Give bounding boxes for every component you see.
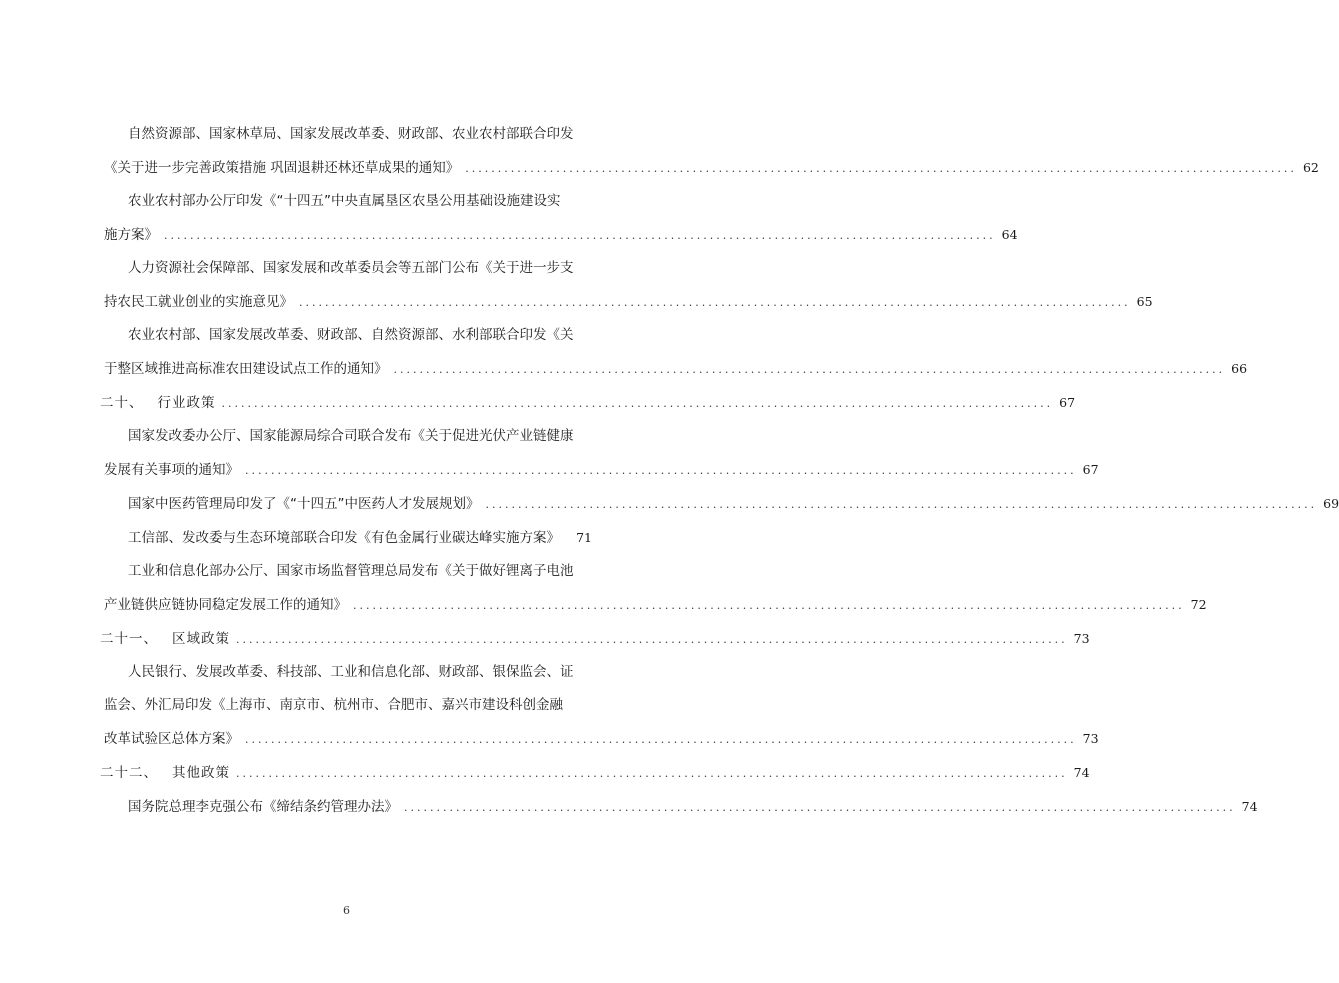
toc-text: 国家中医药管理局印发了《“十四五”中医药人才发展规划》	[128, 496, 480, 512]
toc-page: 73	[1073, 631, 1090, 646]
section-number: 二十一、	[100, 631, 158, 647]
toc-line: 人民银行、发展改革委、科技部、工业和信息化部、财政部、银保监会、证	[128, 664, 574, 680]
toc-line	[104, 722, 1099, 756]
toc-entry[interactable]	[104, 555, 1207, 622]
toc-entry[interactable]	[104, 790, 1258, 824]
toc-entry[interactable]	[100, 386, 1076, 420]
toc-text: 持农民工就业创业的实施意见》	[104, 294, 293, 310]
section-title: 行业政策	[157, 395, 216, 411]
toc-entry[interactable]	[104, 185, 1018, 252]
section-number: 二十二、	[100, 765, 158, 781]
leader-dots: ................................................................................................................................	[236, 633, 1068, 646]
leader-dots: ................................................................................................................................	[245, 733, 1077, 746]
toc-line: 农业农村部办公厅印发《“十四五”中央直属垦区农垦公用基础设施建设实	[128, 193, 561, 209]
toc-line: 工业和信息化部办公厅、国家市场监督管理总局发布《关于做好锂离子电池	[128, 563, 574, 579]
toc-entry[interactable]	[104, 319, 1248, 386]
toc-line	[104, 790, 1258, 824]
toc-line: 国家发改委办公厅、国家能源局综合司联合发布《关于促进光伏产业链健康	[128, 428, 574, 444]
leader-dots: ................................................................................................................................	[236, 767, 1068, 780]
leader-dots: ................................................................................................................................	[485, 498, 1318, 511]
toc-page: 67	[1082, 462, 1099, 477]
toc-page: 74	[1073, 765, 1090, 780]
toc-entry[interactable]	[100, 622, 1090, 656]
toc-line: 监会、外汇局印发《上海市、南京市、杭州市、合肥市、嘉兴市建设科创金融	[104, 697, 563, 713]
toc-line: 农业农村部、国家发展改革委、财政部、自然资源部、水利部联合印发《关	[128, 327, 574, 343]
toc-line	[100, 756, 1090, 790]
leader-dots: ................................................................................................................................	[164, 229, 996, 242]
toc-text: 《关于进一步完善政策措施 巩固退耕还林还草成果的通知》	[104, 160, 460, 176]
toc-line	[104, 352, 1248, 386]
leader-dots: ................................................................................................................................	[404, 801, 1236, 814]
toc-page: 64	[1001, 227, 1018, 242]
leader-dots: ................................................................................................................................	[245, 464, 1077, 477]
toc-text: 产业链供应链协同稳定发展工作的通知》	[104, 597, 347, 613]
section-title: 其他政策	[172, 765, 230, 781]
toc-line	[104, 588, 1207, 622]
section-number: 二十、	[100, 395, 144, 411]
toc-page: 72	[1190, 597, 1207, 612]
toc-entry[interactable]	[104, 656, 1099, 756]
toc-line	[104, 487, 1339, 521]
toc-page: 66	[1231, 361, 1248, 376]
toc-line	[104, 521, 620, 555]
toc-entry[interactable]	[104, 118, 1319, 185]
toc-line: 自然资源部、国家林草局、国家发展改革委、财政部、农业农村部联合印发	[128, 126, 574, 142]
toc-entry[interactable]	[104, 252, 1153, 319]
toc-page: 67	[1059, 395, 1076, 410]
toc-text: 改革试验区总体方案》	[104, 731, 239, 747]
page-number: 6	[343, 904, 350, 917]
toc-line	[104, 453, 1099, 487]
toc-entry[interactable]	[104, 487, 1339, 521]
leader-dots: ................................................................................................................................	[299, 296, 1131, 309]
section-title: 区域政策	[172, 631, 230, 647]
toc-line	[100, 386, 1076, 420]
toc-page: 62	[1302, 160, 1319, 175]
leader-dots: ................................................................................................................................	[221, 397, 1054, 410]
toc-page: 69	[1323, 496, 1339, 511]
table-of-contents	[100, 118, 1339, 824]
toc-line	[104, 151, 1319, 185]
leader-dots: ................................................................................................................................	[465, 162, 1297, 175]
toc-entry[interactable]	[104, 521, 620, 555]
leader-dots: ................................................................................................................................	[353, 599, 1185, 612]
toc-line: 人力资源社会保障部、国家发展和改革委员会等五部门公布《关于进一步支	[128, 260, 574, 276]
toc-page: 74	[1241, 799, 1258, 814]
leader-dots: ................................................................................................................................	[393, 363, 1226, 376]
toc-text: 于整区域推进高标准农田建设试点工作的通知》	[104, 361, 388, 377]
toc-page: 65	[1136, 294, 1153, 309]
toc-page: 73	[1082, 731, 1099, 746]
toc-entry[interactable]	[100, 756, 1090, 790]
toc-line	[100, 622, 1090, 656]
toc-text: 工信部、发改委与生态环境部联合印发《有色金属行业碳达峰实施方案》	[128, 530, 560, 546]
toc-page: 71	[576, 530, 592, 545]
toc-line	[104, 285, 1153, 319]
toc-text: 发展有关事项的通知》	[104, 462, 239, 478]
toc-line	[104, 218, 1018, 252]
toc-text: 国务院总理李克强公布《缔结条约管理办法》	[128, 799, 398, 815]
toc-text: 施方案》	[104, 227, 158, 243]
toc-entry[interactable]	[104, 420, 1099, 487]
